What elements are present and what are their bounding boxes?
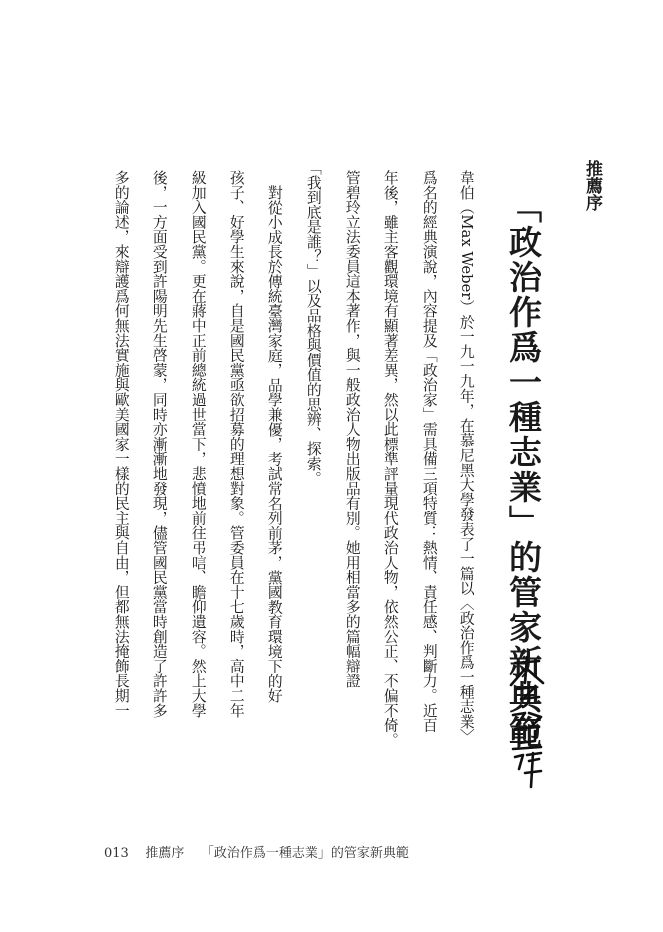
signature [505,655,549,790]
body-line: 「我到底是誰？」以及品格與價值的思辨、探索。 [304,160,322,486]
body-line: 韋伯（Max Weber）於一九一九年，在慕尼黑大學發表了一篇以〈政治作爲一種志業〉 [457,170,475,744]
page-footer [104,842,409,861]
body-line: 管碧玲立法委員這本著作，與一般政治人物出版品有別。她用相當多的篇幅辯證 [343,170,361,688]
body-line: 多的論述，來辯護爲何無法實施與歐美國家一樣的民主與自由，但都無法掩飾長期一 [112,170,130,718]
footer-section: 推薦序 [145,846,185,861]
body-line: 孩子、好學生來說，自是國民黨亟欲招募的理想對象。管委員在十七歲時，高中二年 [227,170,245,718]
body-line: 年後，雖主客觀環境有顯著差異，然以此標準評量現代政治人物，依然公正、不偏不倚。 [381,170,399,748]
running-title: 「政治作爲一種志業」的管家新典範 [200,846,409,861]
body-line: 對從小成長於傳統臺灣家庭，品學兼優，考試常名列前茅，黨國教育環境下的好 [265,185,283,703]
section-label: 推薦序 [582,160,602,211]
body-line: 爲名的經典演說，內容提及「政治家」需具備三項特質：熱情、責任感、判斷力。近百 [420,170,438,733]
page-title: 「政治作爲一種志業」的管家新典範 [504,190,543,750]
page-number: 013 [104,846,129,861]
body-line: 級加入國民黨。更在蔣中正前總統過世當下，悲憤地前往弔唁、瞻仰遺容。然上大學 [189,170,207,718]
body-line: 後，一方面受到許陽明先生啓蒙，同時亦漸漸地發現，儘管國民黨當時創造了許許多 [150,170,168,718]
